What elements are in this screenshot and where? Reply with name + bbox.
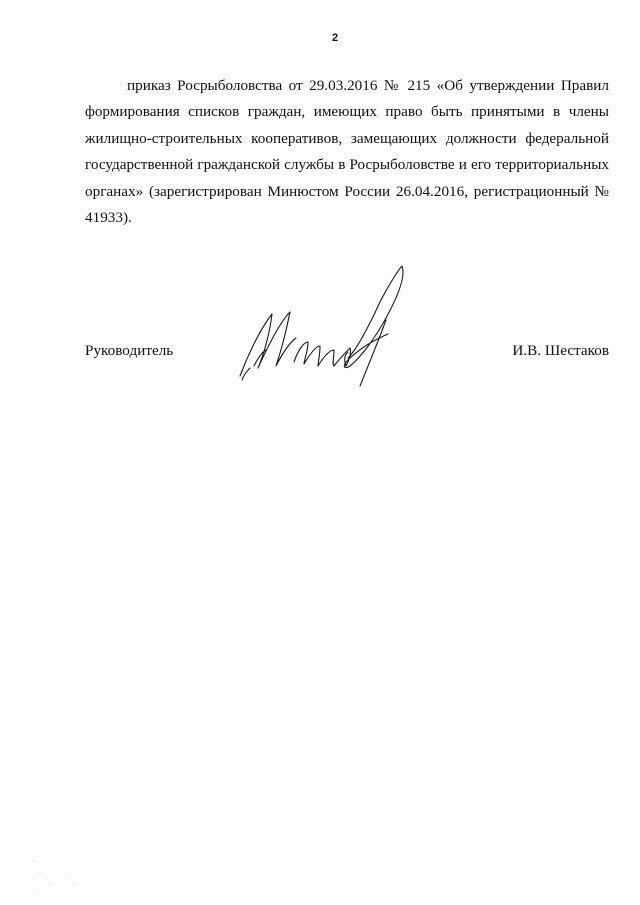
handwritten-signature	[228, 262, 418, 392]
position-title: Руководитель	[85, 342, 174, 359]
signer-name: И.В. Шестаков	[512, 342, 609, 359]
body-paragraph: приказ Росрыболовства от 29.03.2016 № 215 «Об утверждении Правил формирования списков граждан, имеющих право быть принятыми в члены жилищно-строительных кооперативов, замещающих должности федеральной государственной гражданской службы в Росрыболовстве и его территориальных органах» (зарегистрирован Минюстом России 26.04.2016, регистрационный № 41933).	[85, 77, 609, 227]
scan-specks	[30, 855, 90, 895]
signature-row	[85, 339, 609, 363]
page-number: 2	[331, 32, 339, 44]
